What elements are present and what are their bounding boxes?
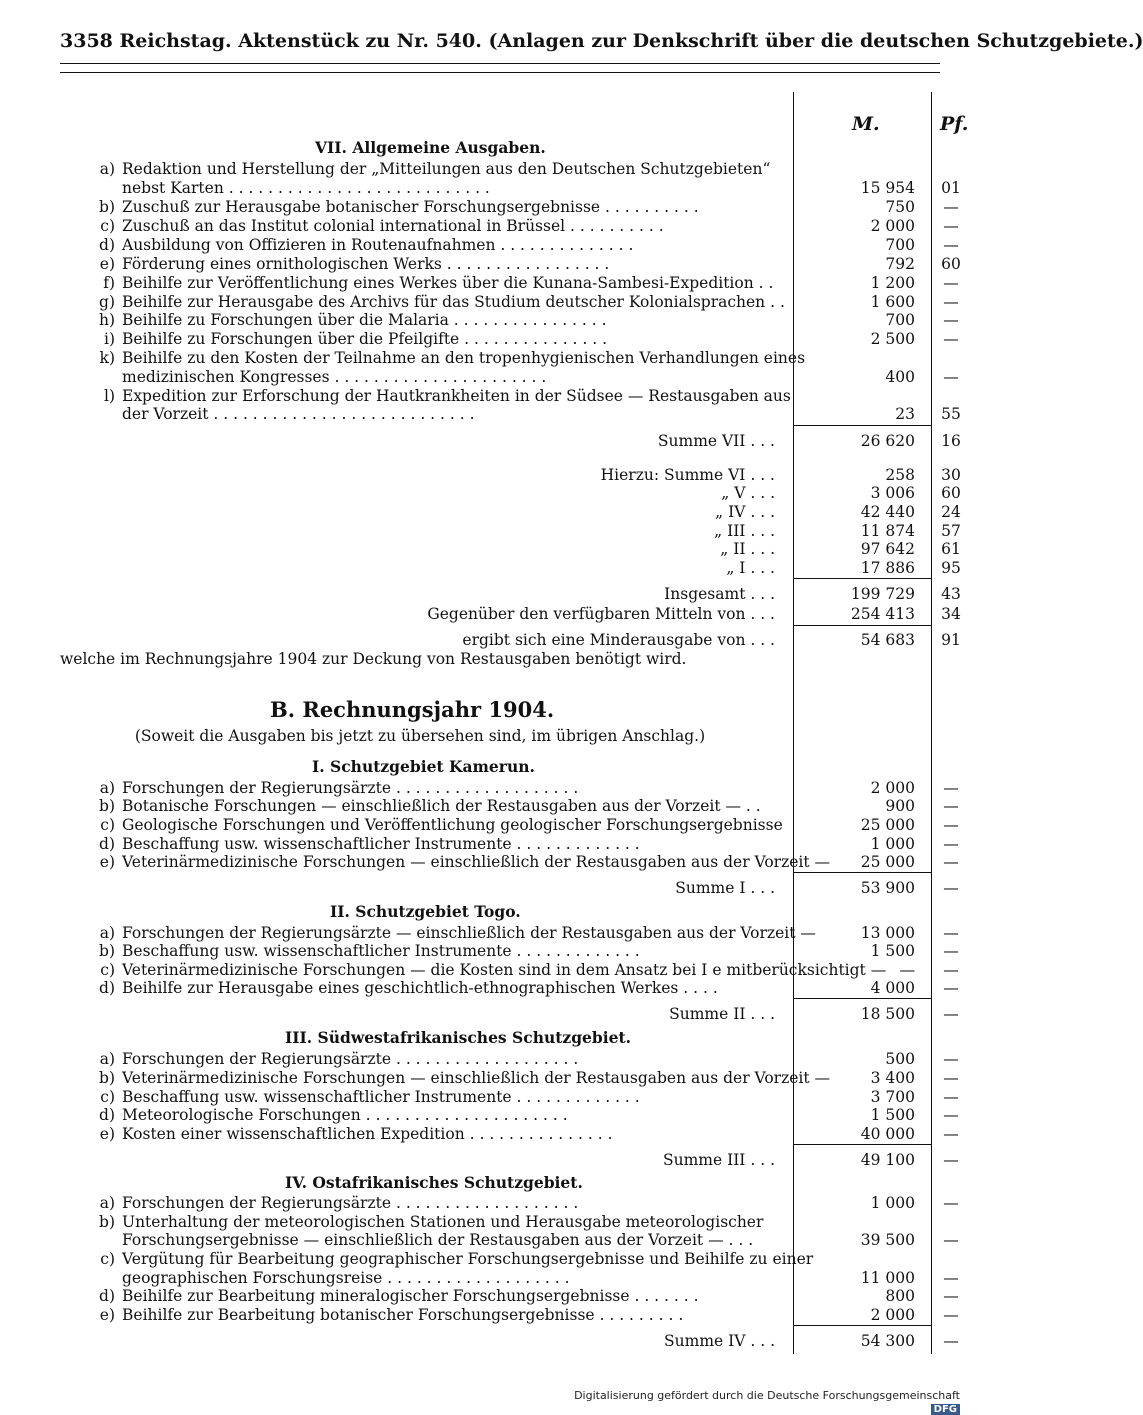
item-marker: b) bbox=[99, 797, 115, 815]
dfg-logo: DFG bbox=[931, 1404, 960, 1415]
ledger-line bbox=[0, 198, 1000, 217]
amount-mark: 25 000 bbox=[860, 816, 915, 834]
item-marker: e) bbox=[99, 853, 115, 871]
amount-mark: 792 bbox=[885, 255, 915, 273]
amount-mark: 750 bbox=[885, 198, 915, 216]
ledger-line bbox=[0, 605, 1000, 624]
line-text: Redaktion und Herstellung der „Mitteilungen aus den Deutschen Schutzgebieten“ bbox=[122, 160, 771, 178]
ledger-line bbox=[0, 727, 1000, 746]
section-heading: IV. Ostafrikanisches Schutzgebiet. bbox=[285, 1173, 583, 1192]
sum-rule bbox=[793, 425, 931, 426]
ledger-line bbox=[0, 1106, 1000, 1125]
item-marker: l) bbox=[103, 387, 115, 405]
amount-pf: 61 bbox=[941, 540, 961, 558]
line-text: Beihilfe zu den Kosten der Teilnahme an den tropenhygienischen Verhandlungen eines bbox=[122, 349, 806, 367]
ledger-line bbox=[0, 1125, 1000, 1144]
amount-mark: 254 413 bbox=[850, 605, 915, 623]
amount-mark: 2 000 bbox=[870, 217, 915, 235]
ledger-line bbox=[0, 293, 1000, 312]
amount-pf: 55 bbox=[941, 405, 961, 423]
ledger-line bbox=[0, 816, 1000, 835]
amount-pf: 43 bbox=[941, 585, 961, 603]
sum-rule bbox=[793, 625, 931, 626]
amount-pf: 60 bbox=[941, 255, 961, 273]
ledger-line bbox=[0, 779, 1000, 798]
line-text: „ V . . . bbox=[721, 484, 775, 502]
item-marker: e) bbox=[99, 255, 115, 273]
ledger-line bbox=[0, 979, 1000, 998]
line-text: Veterinärmedizinische Forschungen — einschließlich der Restausgaben aus der Vorzeit — bbox=[122, 853, 831, 871]
ledger-line bbox=[0, 961, 1000, 980]
line-text: welche im Rechnungsjahre 1904 zur Deckung von Restausgaben benötigt wird. bbox=[60, 650, 687, 668]
line-text: Beschaffung usw. wissenschaftlicher Instrumente . . . . . . . . . . . . . bbox=[122, 1088, 640, 1106]
line-text: Zuschuß zur Herausgabe botanischer Forschungsergebnisse . . . . . . . . . . bbox=[122, 198, 699, 216]
ledger-line bbox=[0, 1050, 1000, 1069]
amount-pf: — bbox=[943, 368, 959, 386]
ledger-line bbox=[0, 160, 1000, 179]
amount-pf: — bbox=[943, 835, 959, 853]
amount-pf: — bbox=[943, 217, 959, 235]
amount-mark: 3 006 bbox=[870, 484, 915, 502]
amount-pf: — bbox=[943, 1194, 959, 1212]
line-text: Summe II . . . bbox=[669, 1005, 775, 1023]
line-text: nebst Karten . . . . . . . . . . . . . . . . . . . . . . . . . . . bbox=[122, 179, 490, 197]
ledger-line bbox=[0, 1028, 1000, 1047]
amount-mark: 1 600 bbox=[870, 293, 915, 311]
amount-pf: — bbox=[943, 853, 959, 871]
ledger-line bbox=[0, 1332, 1000, 1351]
amount-mark: 11 874 bbox=[860, 522, 915, 540]
ledger-line bbox=[0, 924, 1000, 943]
amount-pf: — bbox=[943, 293, 959, 311]
sum-rule bbox=[793, 1325, 931, 1326]
column-header-pf: Pf. bbox=[940, 113, 969, 135]
item-marker: a) bbox=[99, 1194, 115, 1212]
amount-mark: 3 400 bbox=[870, 1069, 915, 1087]
item-marker: c) bbox=[100, 1250, 115, 1268]
item-marker: a) bbox=[99, 160, 115, 178]
ledger-line bbox=[0, 1287, 1000, 1306]
amount-pf: 24 bbox=[941, 503, 961, 521]
line-text: Beihilfe zu Forschungen über die Malaria . . . . . . . . . . . . . . . . bbox=[122, 311, 607, 329]
amount-pf: 95 bbox=[941, 559, 961, 577]
line-text: Forschungen der Regierungsärzte . . . . . . . . . . . . . . . . . . . bbox=[122, 1194, 579, 1212]
line-text: Meteorologische Forschungen . . . . . . . . . . . . . . . . . . . . . bbox=[122, 1106, 568, 1124]
line-text: Summe VII . . . bbox=[657, 432, 775, 450]
line-text: Forschungsergebnisse — einschließlich der Restausgaben aus der Vorzeit — . . . bbox=[122, 1231, 754, 1249]
item-marker: c) bbox=[100, 1088, 115, 1106]
section-heading: B. Rechnungsjahr 1904. bbox=[270, 697, 555, 722]
ledger-line bbox=[0, 1151, 1000, 1170]
amount-mark: 17 886 bbox=[860, 559, 915, 577]
amount-pf: — bbox=[943, 1332, 959, 1350]
ledger-line bbox=[0, 311, 1000, 330]
line-text: Forschungen der Regierungsärzte . . . . . . . . . . . . . . . . . . . bbox=[122, 779, 579, 797]
line-text: Hierzu: Summe VI . . . bbox=[600, 466, 775, 484]
amount-pf: — bbox=[943, 1106, 959, 1124]
item-marker: d) bbox=[99, 835, 115, 853]
amount-mark: 39 500 bbox=[860, 1231, 915, 1249]
ledger-line bbox=[0, 631, 1000, 650]
item-marker: k) bbox=[99, 349, 115, 367]
amount-pf: — bbox=[943, 330, 959, 348]
ledger-line bbox=[0, 432, 1000, 451]
section-heading: VII. Allgemeine Ausgaben. bbox=[315, 138, 546, 157]
ledger-line bbox=[0, 274, 1000, 293]
amount-pf: — bbox=[943, 1151, 959, 1169]
header-rule bbox=[60, 63, 940, 64]
ledger-line bbox=[0, 349, 1000, 368]
amount-pf: 34 bbox=[941, 605, 961, 623]
ledger-line bbox=[0, 902, 1000, 921]
line-text: Summe I . . . bbox=[675, 879, 775, 897]
amount-mark: 1 500 bbox=[870, 942, 915, 960]
amount-pf: — bbox=[943, 1088, 959, 1106]
line-text: (Soweit die Ausgaben bis jetzt zu übersehen sind, im übrigen Anschlag.) bbox=[134, 727, 706, 745]
ledger-line bbox=[0, 387, 1000, 406]
ledger-line bbox=[0, 835, 1000, 854]
column-header-mark: M. bbox=[852, 113, 880, 135]
amount-mark: 4 000 bbox=[870, 979, 915, 997]
item-marker: b) bbox=[99, 1213, 115, 1231]
ledger-line bbox=[0, 757, 1000, 776]
amount-mark: 13 000 bbox=[860, 924, 915, 942]
ledger-line bbox=[0, 330, 1000, 349]
amount-pf: 57 bbox=[941, 522, 961, 540]
amount-mark: 40 000 bbox=[860, 1125, 915, 1143]
line-text: der Vorzeit . . . . . . . . . . . . . . . . . . . . . . . . . . . bbox=[122, 405, 475, 423]
item-marker: b) bbox=[99, 198, 115, 216]
amount-mark: 49 100 bbox=[860, 1151, 915, 1169]
ledger-line bbox=[0, 179, 1000, 198]
amount-pf: — bbox=[943, 236, 959, 254]
amount-pf: — bbox=[943, 797, 959, 815]
ledger-line bbox=[0, 879, 1000, 898]
item-marker: a) bbox=[99, 1050, 115, 1068]
ledger-line bbox=[0, 1088, 1000, 1107]
item-marker: d) bbox=[99, 1106, 115, 1124]
ledger-line bbox=[0, 1269, 1000, 1288]
line-text: ergibt sich eine Minderausgabe von . . . bbox=[462, 631, 775, 649]
line-text: Beihilfe zu Forschungen über die Pfeilgifte . . . . . . . . . . . . . . . bbox=[122, 330, 608, 348]
ledger-line bbox=[0, 797, 1000, 816]
amount-mark: 500 bbox=[885, 1050, 915, 1068]
item-marker: g) bbox=[99, 293, 115, 311]
line-text: Veterinärmedizinische Forschungen — einschließlich der Restausgaben aus der Vorzeit — bbox=[122, 1069, 831, 1087]
page-header: 3358 Reichstag. Aktenstück zu Nr. 540. (Anlagen zur Denkschrift über die deutschen Schutzgebiete.) bbox=[60, 30, 1143, 52]
sum-rule bbox=[793, 998, 931, 999]
item-marker: b) bbox=[99, 1069, 115, 1087]
line-text: „ III . . . bbox=[714, 522, 775, 540]
ledger-line bbox=[0, 217, 1000, 236]
amount-pf: — bbox=[943, 1125, 959, 1143]
amount-mark: 900 bbox=[885, 797, 915, 815]
amount-pf: — bbox=[943, 1069, 959, 1087]
line-text: geographischen Forschungsreise . . . . . . . . . . . . . . . . . . . bbox=[122, 1269, 570, 1287]
line-text: Beihilfe zur Herausgabe des Archivs für das Studium deutscher Kolonialsprachen . . bbox=[122, 293, 785, 311]
ledger-line bbox=[0, 1213, 1000, 1232]
amount-mark: 1 000 bbox=[870, 1194, 915, 1212]
line-text: Vergütung für Bearbeitung geographischer Forschungsergebnisse und Beihilfe zu einer bbox=[122, 1250, 814, 1268]
ledger-line bbox=[0, 585, 1000, 604]
ledger-line bbox=[0, 236, 1000, 255]
line-text: Botanische Forschungen — einschließlich der Restausgaben aus der Vorzeit — . . bbox=[122, 797, 761, 815]
amount-mark: 700 bbox=[885, 236, 915, 254]
amount-mark: 18 500 bbox=[860, 1005, 915, 1023]
amount-mark: 3 700 bbox=[870, 1088, 915, 1106]
amount-pf: 91 bbox=[941, 631, 961, 649]
line-text: Unterhaltung der meteorologischen Stationen und Herausgabe meteorologischer bbox=[122, 1213, 764, 1231]
ledger-line bbox=[0, 503, 1000, 522]
amount-pf: — bbox=[943, 1269, 959, 1287]
amount-pf: — bbox=[943, 961, 959, 979]
line-text: Beschaffung usw. wissenschaftlicher Instrumente . . . . . . . . . . . . . bbox=[122, 942, 640, 960]
line-text: Forschungen der Regierungsärzte . . . . . . . . . . . . . . . . . . . bbox=[122, 1050, 579, 1068]
ledger-line bbox=[0, 368, 1000, 387]
amount-mark: 2 000 bbox=[870, 1306, 915, 1324]
amount-mark: 97 642 bbox=[860, 540, 915, 558]
ledger-line bbox=[0, 138, 1000, 157]
ledger-line bbox=[0, 522, 1000, 541]
amount-mark: 1 500 bbox=[870, 1106, 915, 1124]
amount-pf: — bbox=[943, 816, 959, 834]
amount-pf: 60 bbox=[941, 484, 961, 502]
ledger-line bbox=[0, 853, 1000, 872]
line-text: Gegenüber den verfügbaren Mitteln von . . . bbox=[427, 605, 775, 623]
ledger-line bbox=[0, 484, 1000, 503]
item-marker: d) bbox=[99, 1287, 115, 1305]
ledger-line bbox=[0, 540, 1000, 559]
ledger-line bbox=[0, 466, 1000, 485]
amount-pf: — bbox=[943, 879, 959, 897]
item-marker: c) bbox=[100, 217, 115, 235]
item-marker: f) bbox=[103, 274, 115, 292]
ledger-line bbox=[0, 1005, 1000, 1024]
line-text: Beihilfe zur Veröffentlichung eines Werkes über die Kunana-Sambesi-Expedition . . bbox=[122, 274, 774, 292]
line-text: Veterinärmedizinische Forschungen — die Kosten sind in dem Ansatz bei I e mitberücksichtigt — bbox=[122, 961, 887, 979]
line-text: „ I . . . bbox=[726, 559, 775, 577]
item-marker: a) bbox=[99, 924, 115, 942]
amount-pf: — bbox=[943, 779, 959, 797]
amount-mark: 1 000 bbox=[870, 835, 915, 853]
amount-mark: 258 bbox=[885, 466, 915, 484]
amount-pf: — bbox=[943, 1050, 959, 1068]
ledger-line bbox=[0, 559, 1000, 578]
amount-mark: 25 000 bbox=[860, 853, 915, 871]
amount-mark: 2 500 bbox=[870, 330, 915, 348]
amount-pf: 30 bbox=[941, 466, 961, 484]
line-text: Geologische Forschungen und Veröffentlichung geologischer Forschungsergebnisse bbox=[122, 816, 783, 834]
line-text: Summe III . . . bbox=[662, 1151, 775, 1169]
line-text: Beschaffung usw. wissenschaftlicher Instrumente . . . . . . . . . . . . . bbox=[122, 835, 640, 853]
amount-pf: — bbox=[943, 1306, 959, 1324]
item-marker: e) bbox=[99, 1306, 115, 1324]
ledger-line bbox=[0, 1231, 1000, 1250]
line-text: Expedition zur Erforschung der Hautkrankheiten in der Südsee — Restausgaben aus bbox=[122, 387, 791, 405]
amount-mark: 54 683 bbox=[860, 631, 915, 649]
section-heading: II. Schutzgebiet Togo. bbox=[330, 902, 521, 921]
line-text: Beihilfe zur Herausgabe eines geschichtlich-ethnographischen Werkes . . . . bbox=[122, 979, 718, 997]
ledger-line bbox=[0, 1194, 1000, 1213]
ledger-line bbox=[0, 1173, 1000, 1192]
item-marker: b) bbox=[99, 942, 115, 960]
amount-pf: — bbox=[943, 1287, 959, 1305]
amount-pf: — bbox=[943, 1231, 959, 1249]
ledger-line bbox=[0, 942, 1000, 961]
sum-rule bbox=[793, 872, 931, 873]
ledger-line bbox=[0, 405, 1000, 424]
line-text: Förderung eines ornithologischen Werks . . . . . . . . . . . . . . . . . bbox=[122, 255, 610, 273]
ledger-line bbox=[0, 697, 1000, 723]
amount-mark: 54 300 bbox=[860, 1332, 915, 1350]
item-marker: c) bbox=[100, 961, 115, 979]
footer-credit bbox=[560, 1389, 960, 1415]
section-heading: I. Schutzgebiet Kamerun. bbox=[312, 757, 535, 776]
item-marker: i) bbox=[103, 330, 115, 348]
line-text: „ II . . . bbox=[720, 540, 775, 558]
amount-pf: — bbox=[943, 942, 959, 960]
sum-rule bbox=[793, 1144, 931, 1145]
item-marker: e) bbox=[99, 1125, 115, 1143]
ledger-line bbox=[0, 1069, 1000, 1088]
item-marker: d) bbox=[99, 236, 115, 254]
amount-pf: — bbox=[943, 274, 959, 292]
line-text: medizinischen Kongresses . . . . . . . . . . . . . . . . . . . . . . bbox=[122, 368, 547, 386]
line-text: Kosten einer wissenschaftlichen Expedition . . . . . . . . . . . . . . . bbox=[122, 1125, 613, 1143]
amount-mark: 11 000 bbox=[860, 1269, 915, 1287]
amount-mark: 42 440 bbox=[860, 503, 915, 521]
ledger-line bbox=[0, 650, 1000, 669]
amount-pf: 16 bbox=[941, 432, 961, 450]
amount-pf: — bbox=[943, 924, 959, 942]
amount-mark: 53 900 bbox=[860, 879, 915, 897]
amount-mark: 400 bbox=[885, 368, 915, 386]
amount-mark: 199 729 bbox=[850, 585, 915, 603]
line-text: Beihilfe zur Bearbeitung mineralogischer Forschungsergebnisse . . . . . . . bbox=[122, 1287, 699, 1305]
amount-pf: — bbox=[943, 979, 959, 997]
amount-mark: 15 954 bbox=[860, 179, 915, 197]
amount-mark: 26 620 bbox=[860, 432, 915, 450]
amount-pf: — bbox=[943, 1005, 959, 1023]
sum-rule bbox=[793, 578, 931, 579]
section-heading: III. Südwestafrikanisches Schutzgebiet. bbox=[285, 1028, 632, 1047]
item-marker: h) bbox=[98, 311, 115, 329]
amount-mark: — bbox=[899, 961, 915, 979]
line-text: Zuschuß an das Institut colonial international in Brüssel . . . . . . . . . . bbox=[122, 217, 664, 235]
ledger-line bbox=[0, 1250, 1000, 1269]
line-text: Beihilfe zur Bearbeitung botanischer Forschungsergebnisse . . . . . . . . . bbox=[122, 1306, 684, 1324]
amount-mark: 700 bbox=[885, 311, 915, 329]
item-marker: c) bbox=[100, 816, 115, 834]
line-text: Insgesamt . . . bbox=[664, 585, 775, 603]
amount-pf: — bbox=[943, 198, 959, 216]
line-text: Forschungen der Regierungsärzte — einschließlich der Restausgaben aus der Vorzeit — bbox=[122, 924, 816, 942]
amount-pf: — bbox=[943, 311, 959, 329]
line-text: Ausbildung von Offizieren in Routenaufnahmen . . . . . . . . . . . . . . bbox=[122, 236, 634, 254]
ledger-line bbox=[0, 255, 1000, 274]
line-text: „ IV . . . bbox=[715, 503, 775, 521]
item-marker: d) bbox=[99, 979, 115, 997]
amount-mark: 800 bbox=[885, 1287, 915, 1305]
line-text: Summe IV . . . bbox=[664, 1332, 775, 1350]
amount-mark: 2 000 bbox=[870, 779, 915, 797]
ledger-line bbox=[0, 1306, 1000, 1325]
item-marker: a) bbox=[99, 779, 115, 797]
footer-text: Digitalisierung gefördert durch die Deutsche Forschungsgemeinschaft bbox=[574, 1389, 960, 1402]
header-rule-thin bbox=[60, 72, 940, 73]
amount-mark: 1 200 bbox=[870, 274, 915, 292]
amount-pf: 01 bbox=[941, 179, 961, 197]
amount-mark: 23 bbox=[895, 405, 915, 423]
